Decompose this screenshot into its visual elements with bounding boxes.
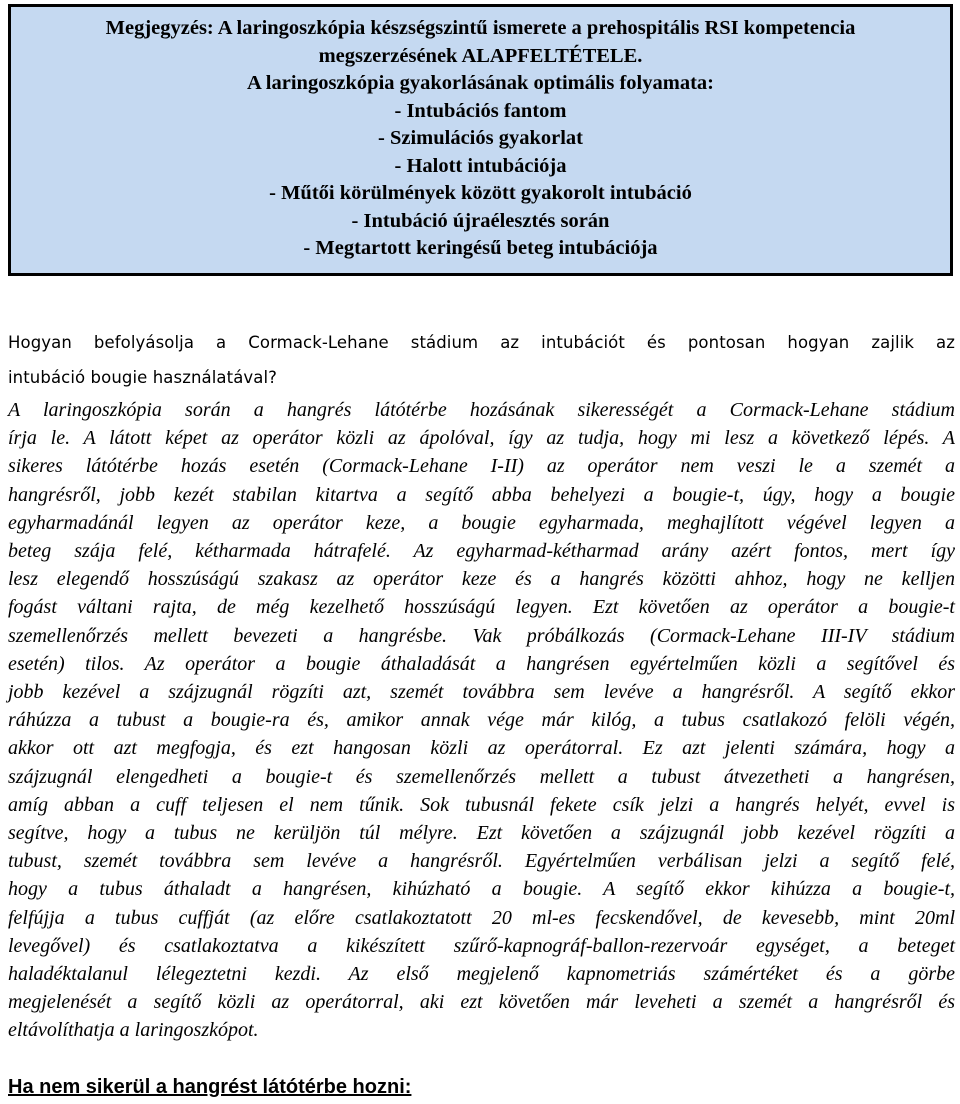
note-line: Megjegyzés: A laringoszkópia készségszintű ismerete a prehospitális RSI kompetencia <box>105 17 856 39</box>
body-line: ráhúzza a tubust a bougie-ra és, amikor annak vége már kilóg, a tubus csatlakozó felöli végén, <box>8 709 955 732</box>
section-heading: Ha nem sikerül a hangrést látótérbe hozni: <box>8 1076 412 1098</box>
body-line: szájzugnál elengedheti a bougie-t és szemellenőrzés mellett a tubust átvezetheti a hangrésen, <box>8 765 955 788</box>
body-line: esetén) tilos. Az operátor a bougie áthaladását a hangrésen egyértelműen közli a segítővel és <box>8 652 955 675</box>
note-list-item: - Megtartott keringésű beteg intubációja <box>303 237 658 259</box>
body-line: haladéktalanul lélegeztetni kezdi. Az első megjelenő kapnometriás számértéket és a görbe <box>8 963 955 986</box>
body-line: tubust, szemét továbbra sem levéve a hangrésről. Egyértelműen verbálisan jelzi a segítő felé, <box>8 850 955 873</box>
note-line: A laringoszkópia gyakorlásának optimális folyamata: <box>247 72 714 94</box>
note-box <box>8 4 953 276</box>
body-line: beteg szája felé, kétharmada hátrafelé. Az egyharmad-kétharmad arány azért fontos, mert így <box>8 540 955 563</box>
note-list-item: - Halott intubációja <box>394 154 567 177</box>
body-paragraph <box>8 396 955 1045</box>
question-line: intubáció bougie használatával? <box>8 368 278 387</box>
body-line: lesz elegendő hosszúságú szakasz az operátor keze és a hangrés közötti ahhoz, hogy ne kelljen <box>8 568 955 591</box>
body-line: szemellenőrzés mellett bevezeti a hangrésbe. Vak próbálkozás (Cormack-Lehane III-IV stádium <box>8 624 955 647</box>
body-line: hogy a tubus áthaladt a hangrésen, kihúzható a bougie. A segítő ekkor kihúzza a bougie-t, <box>8 878 955 901</box>
body-line: sikeres látótérbe hozás esetén (Cormack-Lehane I-II) az operátor nem veszi le a szemét a <box>8 455 955 478</box>
body-line: akkor ott azt megfogja, és ezt hangosan közli az operátorral. Ez azt jelenti számára, hogy a <box>8 737 955 760</box>
question-paragraph <box>8 325 955 395</box>
body-line: levegővel) és csatlakoztatva a kikészített szűrő-kapnográf-ballon-rezervoár egységet, a beteget <box>8 934 955 957</box>
body-line: egyharmadánál legyen az operátor keze, a bougie egyharmada, meghajlított végével legyen a <box>8 511 955 534</box>
body-line: segítve, hogy a tubus ne kerüljön túl mélyre. Ezt követően a szájzugnál jobb kezével rögzíti a <box>8 822 955 845</box>
body-line: írja le. A látott képet az operátor közli az ápolóval, így az tudja, hogy mi lesz a következő lépés. A <box>8 427 955 450</box>
body-line: felfújja a tubus cuffját (az előre csatlakoztatott 20 ml-es fecskendővel, de kevesebb, mint 20ml <box>8 906 955 929</box>
body-line: jobb kezével a szájzugnál rögzíti azt, szemét továbbra sem levéve a hangrésről. A segítő ekkor <box>8 681 955 704</box>
note-line: megszerzésének ALAPFELTÉTELE. <box>318 44 643 67</box>
body-line: fogást váltani rajta, de még kezelhető hosszúságú legyen. Ezt követően az operátor a bougie-t <box>8 596 955 619</box>
note-list-item: - Intubációs fantom <box>394 99 567 122</box>
note-list-item: - Műtői körülmények között gyakorolt intubáció <box>269 182 692 204</box>
note-list-item: - Intubáció újraélesztés során <box>351 209 610 232</box>
question-line: Hogyan befolyásolja a Cormack-Lehane stádium az intubációt és pontosan hogyan zajlik az <box>8 333 955 352</box>
body-line: megjelenését a segítő közli az operátorral, aki ezt követően már leveheti a szemét a hangrésről és <box>8 991 955 1014</box>
body-line: hangrésről, jobb kezét stabilan kitartva a segítő abba behelyezi a bougie-t, úgy, hogy a bougie <box>8 483 955 506</box>
note-list-item: - Szimulációs gyakorlat <box>378 127 583 149</box>
body-line: amíg abban a cuff teljesen el nem tűnik. Sok tubusnál fekete csík jelzi a hangrés helyét, evvel is <box>8 793 955 816</box>
body-line: eltávolíthatja a laringoszkópot. <box>8 1019 259 1042</box>
body-line: A laringoszkópia során a hangrés látótérbe hozásának sikerességét a Cormack-Lehane stádium <box>8 399 955 421</box>
